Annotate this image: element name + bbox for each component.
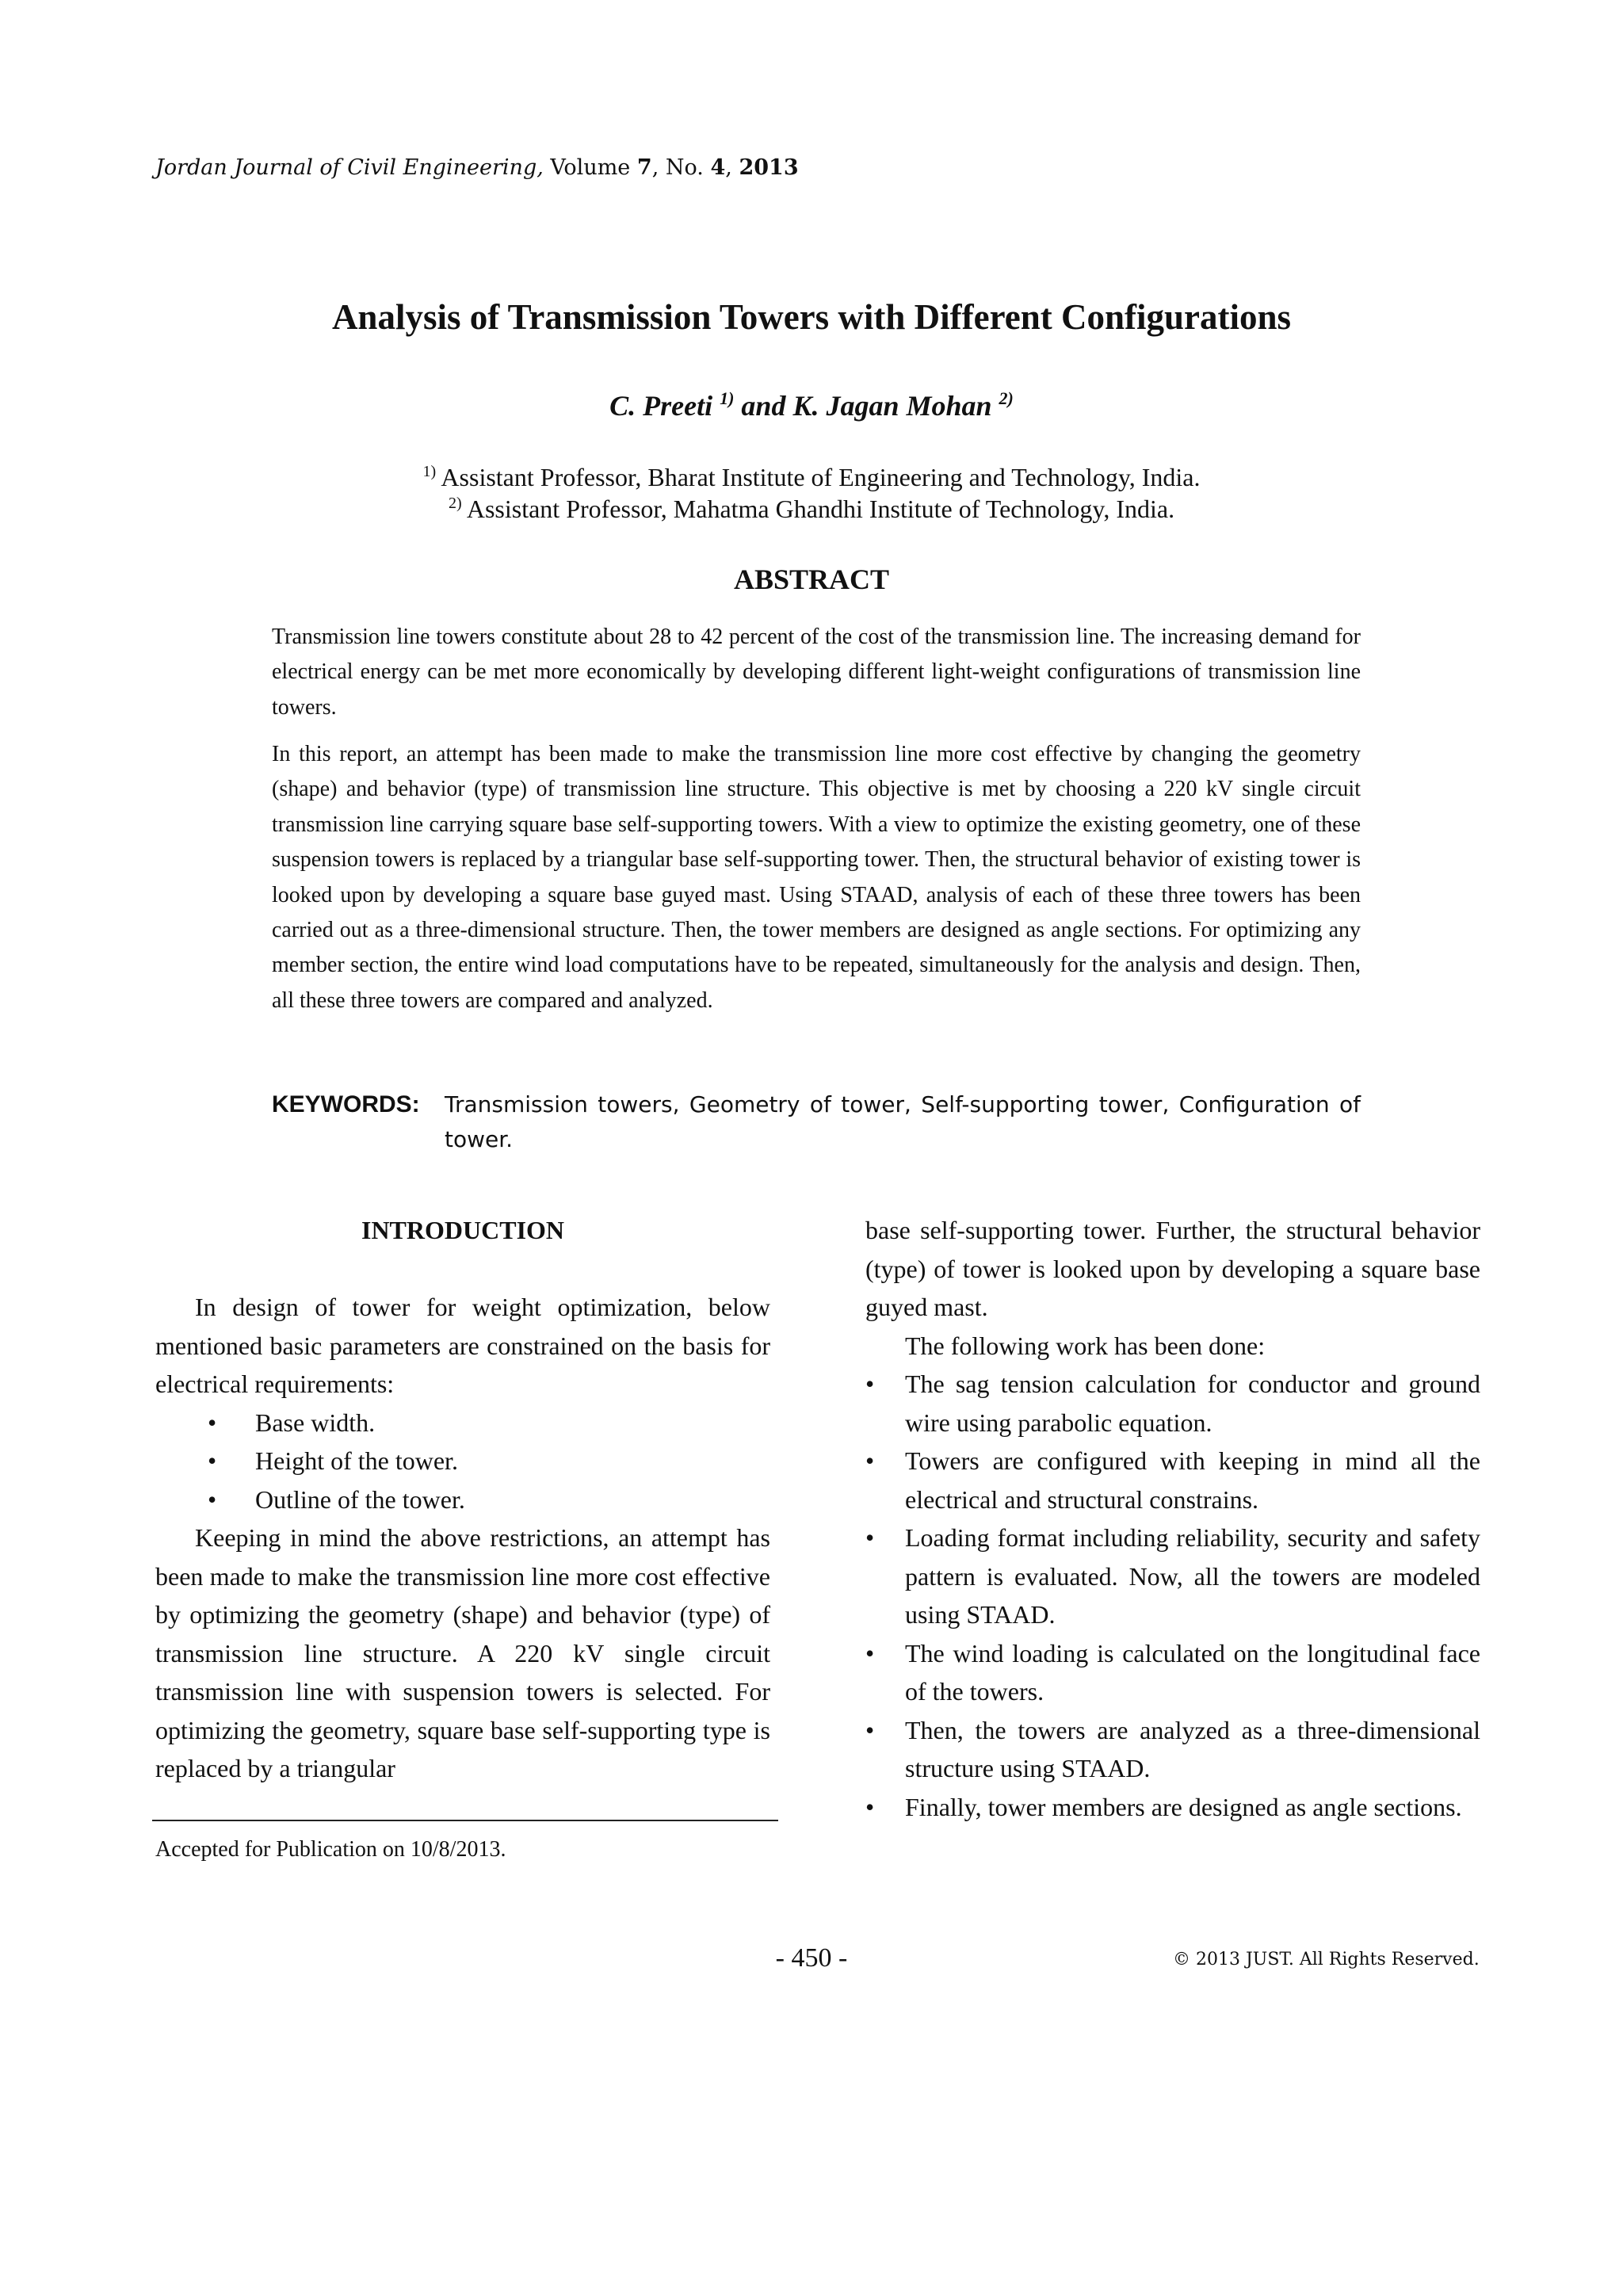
affiliation-2-text: Assistant Professor, Mahatma Ghandhi Institute of Technology, India. bbox=[466, 495, 1175, 523]
bullet-icon: • bbox=[865, 1715, 875, 1744]
bullet-icon: • bbox=[865, 1638, 875, 1668]
affiliation-1-text: Assistant Professor, Bharat Institute of Engineering and Technology, India. bbox=[441, 463, 1201, 491]
author-1: C. Preeti bbox=[609, 390, 713, 422]
author-2-mark: 2) bbox=[999, 388, 1014, 408]
paper-title: Analysis of Transmission Towers with Different Configurations bbox=[331, 297, 1292, 337]
abstract-heading: ABSTRACT bbox=[733, 563, 890, 595]
bullet-icon: • bbox=[865, 1446, 875, 1475]
issue-label: No. bbox=[665, 155, 704, 180]
footnote: Accepted for Publication on 10/8/2013. bbox=[155, 1837, 506, 1862]
copyright: © 2013 JUST. All Rights Reserved. bbox=[1173, 1950, 1480, 1969]
list-item: • The wind loading is calculated on the longitudinal face of the towers. bbox=[865, 1634, 1480, 1711]
list-item: • Then, the towers are analyzed as a three-dimensional structure using STAAD. bbox=[865, 1711, 1480, 1788]
footnote-divider bbox=[152, 1820, 778, 1821]
issue-number: 4 bbox=[710, 155, 726, 180]
keywords-text: Transmission towers, Geometry of tower, Self-supporting tower, Configuration of tower. bbox=[445, 1091, 1361, 1152]
affiliation-2 bbox=[0, 495, 1623, 524]
keywords bbox=[272, 1087, 1361, 1157]
journal-name: Jordan Journal of Civil Engineering, bbox=[155, 155, 544, 180]
volume-label: Volume bbox=[550, 155, 631, 180]
list-item: • Base width. bbox=[155, 1404, 770, 1442]
author-1-mark: 1) bbox=[720, 388, 735, 408]
introduction-heading: INTRODUCTION bbox=[361, 1216, 565, 1244]
parameter-list bbox=[155, 1404, 770, 1519]
list-item: • Towers are configured with keeping in mind all the electrical and structural constrains. bbox=[865, 1442, 1480, 1519]
bullet-icon: • bbox=[208, 1484, 217, 1514]
affiliation-1 bbox=[0, 463, 1623, 492]
intro-paragraph-1: In design of tower for weight optimization, below mentioned basic parameters are constrained on the basis for electrical requirements: bbox=[155, 1293, 770, 1398]
list-item: • Finally, tower members are designed as angle sections. bbox=[865, 1788, 1480, 1827]
volume-number: 7 bbox=[636, 155, 652, 180]
work-list bbox=[865, 1365, 1480, 1826]
authors bbox=[0, 388, 1623, 422]
intro-paragraph-2: Keeping in mind the above restrictions, an attempt has been made to make the transmission line more cost effective by optimizing the geometry (shape) and behavior (type) of transmission line structure. A 220 kV single circuit transmission line with suspension towers is selected. For optimizing the geometry, square base self-supporting type is replaced by a triangular bbox=[155, 1523, 770, 1782]
list-item: • Outline of the tower. bbox=[155, 1480, 770, 1519]
affiliation-1-mark: 1) bbox=[422, 463, 437, 480]
list-item: • Loading format including reliability, security and safety pattern is evaluated. Now, all the towers are modeled using STAAD. bbox=[865, 1519, 1480, 1634]
intro-continuation: base self-supporting tower. Further, the structural behavior (type) of tower is looked upon by developing a square base guyed mast. bbox=[865, 1216, 1480, 1321]
affiliation-2-mark: 2) bbox=[448, 495, 462, 512]
abstract-paragraph-2: In this report, an attempt has been made to make the transmission line more cost effective by changing the geometry (shape) and behavior (type) of transmission line structure. This objective is met by choosing a 220 kV single circuit transmission line carrying square base self-supporting towers. With a view to optimize the existing geometry, one of these suspension towers is replaced by a triangular base self-supporting tower. Then, the structural behavior of existing tower is looked upon by developing a square base guyed mast. Using STAAD, analysis of each of these three towers has been carried out as a three-dimensional structure. Then, the tower members are designed as angle sections. For optimizing any member section, the entire wind load computations have to be repeated, simultaneously for the analysis and design. Then, all these three towers are compared and analyzed. bbox=[272, 742, 1361, 1013]
year: 2013 bbox=[739, 155, 799, 180]
list-item: • The sag tension calculation for conductor and ground wire using parabolic equation. bbox=[865, 1365, 1480, 1442]
bullet-icon: • bbox=[865, 1792, 875, 1821]
right-column bbox=[865, 1211, 1480, 1826]
page-number: - 450 - bbox=[775, 1943, 848, 1973]
bullet-icon: • bbox=[865, 1523, 875, 1552]
work-intro: The following work has been done: bbox=[905, 1331, 1266, 1360]
left-column bbox=[155, 1211, 770, 1788]
bullet-icon: • bbox=[865, 1370, 875, 1398]
bullet-icon: • bbox=[208, 1446, 217, 1475]
journal-header: Jordan Journal of Civil Engineering, Volume 7, No. 4, 2013 bbox=[155, 155, 799, 180]
abstract-paragraph-1: Transmission line towers constitute about 28 to 42 percent of the cost of the transmission line. The increasing demand for electrical energy can be met more economically by developing different light-weight configurations of transmission line towers. bbox=[272, 625, 1361, 720]
list-item: • Height of the tower. bbox=[155, 1442, 770, 1480]
author-and: and bbox=[741, 390, 786, 422]
bullet-icon: • bbox=[208, 1408, 217, 1437]
author-2: K. Jagan Mohan bbox=[792, 390, 992, 422]
keywords-label: KEYWORDS: bbox=[272, 1091, 420, 1117]
